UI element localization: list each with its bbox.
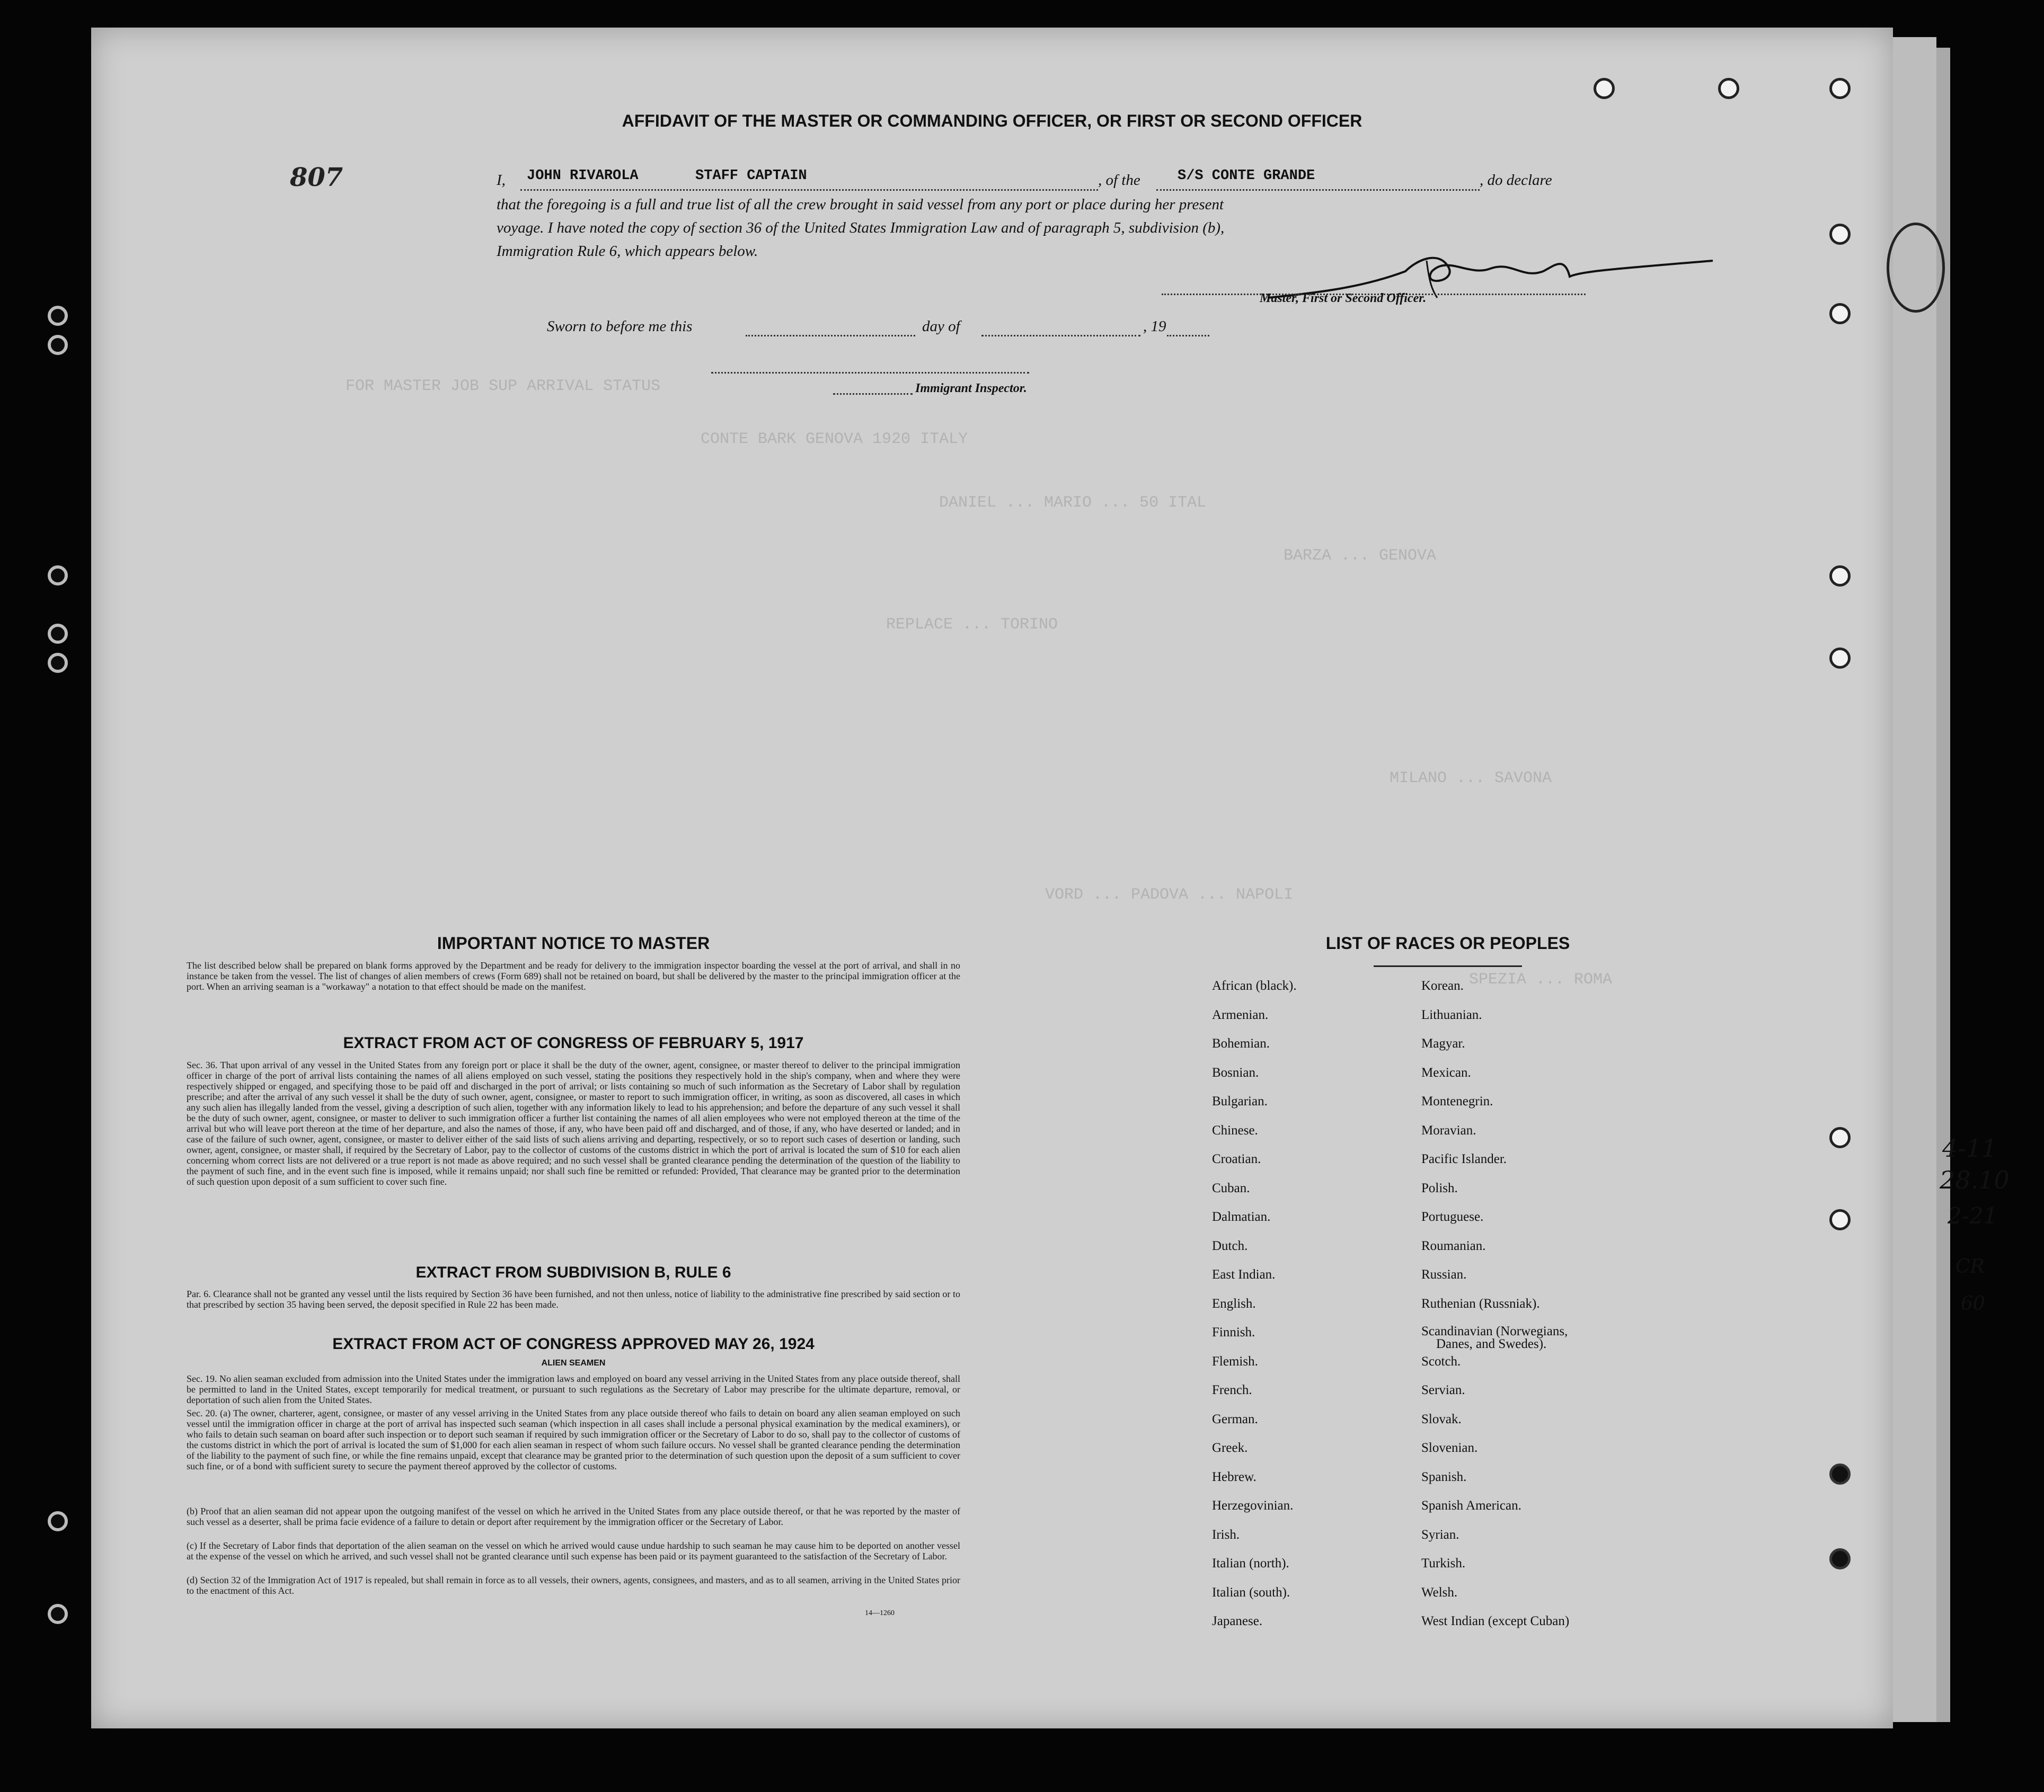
race-item: Mexican. — [1421, 1065, 1471, 1080]
officer-rank: STAFF CAPTAIN — [695, 168, 807, 184]
affidavit-line-2: that the foregoing is a full and true list of all the crew brought in said vessel from any port or place during her present — [497, 196, 1224, 213]
extract-1924-sec20c: (c) If the Secretary of Labor finds that deportation of the alien seaman on the vessel on which he arrived would cause undue hardship to such seaman he may cause him to be deported on another vessel at the expense of the vessel on which he arrived, and such vessel shall not be granted clearance until such expense has been paid or its payment guaranteed to the satisfaction of the Secretary of Labor. — [187, 1540, 960, 1562]
sworn-day-line — [746, 335, 915, 336]
inspector-signature-line — [711, 372, 1029, 374]
binding-hole-icon — [48, 624, 68, 644]
races-column-2 — [1421, 979, 1569, 1643]
race-item: English. — [1212, 1296, 1256, 1311]
binding-hole-icon — [48, 335, 68, 355]
extract-1924-sec20d: (d) Section 32 of the Immigration Act of 1917 is repealed, but shall remain in force as to all vessels, their owners, agents, consignees, and masters, and as to all seamen, arriving in the United States prior to the enactment of this Act. — [187, 1575, 960, 1596]
punch-hole-icon — [1594, 78, 1615, 99]
race-item: Dutch. — [1212, 1238, 1248, 1253]
race-item: Turkish. — [1421, 1556, 1466, 1571]
race-item: Bulgarian. — [1212, 1094, 1268, 1108]
notice-title: IMPORTANT NOTICE TO MASTER — [437, 934, 710, 953]
race-item: African (black). — [1212, 979, 1297, 993]
race-item: French. — [1212, 1383, 1252, 1397]
sworn-label: Sworn to before me this — [547, 318, 693, 335]
race-item: Irish. — [1212, 1527, 1240, 1542]
race-item: Russian. — [1421, 1267, 1467, 1282]
race-item: West Indian (except Cuban) — [1421, 1614, 1570, 1628]
punch-hole-icon — [1829, 1127, 1851, 1148]
race-item: Lithuanian. — [1421, 1007, 1482, 1022]
affidavit-line-3: voyage. I have noted the copy of section 36 of the United States Immigration Law and of paragraph 5, subdivision (b), — [497, 219, 1225, 236]
race-item: Slovak. — [1421, 1412, 1462, 1426]
race-item: Polish. — [1421, 1181, 1458, 1195]
race-item: Italian (south). — [1212, 1585, 1290, 1600]
punch-hole-icon — [1718, 78, 1739, 99]
race-item: Pacific Islander. — [1421, 1152, 1507, 1166]
race-item: Montenegrin. — [1421, 1094, 1493, 1108]
punch-hole-icon — [1829, 1209, 1851, 1230]
punch-hole-icon — [1829, 647, 1851, 669]
extract-rule6-text: Par. 6. Clearance shall not be granted any vessel until the lists required by Section 36 have been furnished, and not then unless, notice of liability to the administrative fine prescribed by said section or to that prescribed by section 35 having been served, the deposit specified in Rule 22 has been made. — [187, 1289, 960, 1310]
race-item: Ruthenian (Russniak). — [1421, 1296, 1540, 1311]
punch-hole-icon — [1829, 78, 1851, 99]
race-item: Japanese. — [1212, 1614, 1263, 1628]
race-item: Hebrew. — [1212, 1469, 1257, 1484]
race-item: Armenian. — [1212, 1007, 1269, 1022]
inspector-caption: Immigrant Inspector. — [915, 382, 1027, 395]
races-column-1 — [1212, 979, 1297, 1643]
races-title-rule — [1374, 965, 1522, 967]
race-item: Moravian. — [1421, 1123, 1476, 1138]
extract-1924-sec20a: Sec. 20. (a) The owner, charterer, agent, consignee, or master of any vessel arriving in the United States from any place outside thereof who fails to detain on board any alien seaman employed on such vessel until the immigration officer in charge at the port of arrival has inspected such seaman (which inspection in all cases shall include a personal physical examination by the medical examiners), or who fails to detain such seaman on board after such inspection or to deport such seaman if required by such immigration officer or the Secretary of Labor to do so, shall pay to the collector of customs of the customs district in which the port of arrival is located the sum of $1,000 for each alien seaman in respect of whom such failure occurs. No vessel shall be granted clearance pending the determination of the liability to the payment of such fine, or while the fine remains unpaid, except that clearance may be granted prior to the determination of such question upon the deposit of a sum sufficient to cover such fine, or of a bond with sufficient surety to secure the payment thereof approved by the collector of customs. — [187, 1408, 960, 1471]
year-label: , 19 — [1143, 318, 1166, 335]
race-item: Servian. — [1421, 1383, 1465, 1397]
race-item: Herzegovinian. — [1212, 1498, 1294, 1513]
binding-hole-icon — [48, 653, 68, 673]
inspector-line — [833, 393, 913, 395]
sworn-year-line — [1167, 335, 1209, 336]
race-item: Dalmatian. — [1212, 1210, 1271, 1224]
race-item: Italian (north). — [1212, 1556, 1289, 1571]
vessel-line — [1156, 189, 1480, 191]
race-item: Greek. — [1212, 1441, 1248, 1455]
race-item: Cuban. — [1212, 1181, 1250, 1195]
affidavit-line-4: Immigration Rule 6, which appears below. — [497, 243, 758, 260]
race-item: Portuguese. — [1421, 1210, 1484, 1224]
race-item: Syrian. — [1421, 1527, 1459, 1542]
margin-note-5: 60 — [1961, 1293, 1985, 1315]
binding-hole-icon — [48, 565, 68, 585]
race-item: Slovenian. — [1421, 1441, 1478, 1455]
manifest-page: FOR MASTER JOB SUP ARRIVAL STATUS CONTE BARK GENOVA 1920 ITALY DANIEL ... MARIO ... 50 ITAL BARZA ... GENOVA REPLACE ... TORINO MILANO ... SAVONA VORD ... PADOVA ... NAPOLI SPEZIA ... ROMA 807 AFFIDAVIT OF THE MASTER OR COMMANDING OFFICER, OR FIRST OR SECOND OFFICER I, JOHN RIVAROLA STAFF CAPTAIN , of the S/S CONTE GRANDE , do declare that the foregoing is a full and true list of all the crew brought in said vessel from any port or place during her present voyage. I have noted the copy of section 36 of the United States Immigration Law and of paragraph 5, subdivision (b), Immigration Rule 6, which appears below. Master, First or Second Officer. Sworn to before me this day of , 19 Immigrant Inspector. IMPORTANT NOTICE TO MASTER The list described below shall be prepared on blank forms approved by the Department and be ready for delivery to the immigration inspector boarding the vessel at the port of arrival, and shall in no instance be taken from the vessel. The list of changes of alien members of crews (Form 689) shall not be retained on board, but shall be delivered by the master to the principal immigration officer at the port. When an arriving seaman is a "workaway" a notation to that effect should be made on the manifest. EXTRACT FROM ACT OF CONGRESS OF FEBRUARY 5, 1917 Sec. 36. That upon arrival of any vessel in the United States from any foreign port or place it shall be the duty of the owner, agent, consignee, or master thereof to deliver to the principal immigration officer in charge of the port of arrival lists containing the names of all aliens employed on such vessel, stating the positions they respectively hold in the ship's company, when and where they were respectively shipped or engaged, and specifying those to be paid off and discharged in the port of arrival; or lists containing so much of such information as the Secretary of Labor shall by regulation prescribe; and after the arrival of any such vessel it shall be the duty of such owner, agent, consignee, or master to report to such immigration officer, in writing, as soon as discovered, all cases in which any such alien has illegally landed from the vessel, giving a description of such alien, together with any information likely to lead to his apprehension; and before the departure of any such vessel it shall be the duty of such owner, agent, consignee, or master to deliver to such immigration officer a further list containing the names of all alien employees who were not employed thereon at the time of the arrival but who will leave port thereon at the time of her departure, and also the names of those, if any, who have been paid off and discharged, and of those, if any, who have deserted or landed; and in case of the failure of such owner, agent, consignee, or master to deliver either of the said lists of such aliens arriving and departing, respectively, or so to report such cases of desertion or landing, such owner, agent, consignee, or master shall, if required by the Secretary of Labor, pay to the collector of customs of the customs district in which the port of arrival is located the sum of $10 for each alien concerning whom correct lists are not delivered or a true report is not made as above required; and no such vessel shall be granted clearance pending the determination of the question of the liability to the payment of such fine, and in the event such fine is imposed, while it remains unpaid; nor shall such fine be remitted or refunded: Provided, That clearance may be granted prior to the determination of such question upon deposit of a sum sufficient to cover such fine. EXTRACT FROM SUBDIVISION B, RULE 6 Par. 6. Clearance shall not be granted any vessel until the lists required by Section 36 have been furnished, and not then unless, notice of liability to the administrative fine prescribed by said section or to that prescribed by section 35 having been served, the deposit specified in Rule 22 has been made. EXTRACT FROM ACT OF CONGRESS APPROVED MAY 26, 1924 ALIEN SEAMEN Sec. 19. No alien seaman excluded from admission into the United States under the immigration laws and employed on board any vessel arriving in the United States from any place outside thereof, shall be permitted to land in the United States, except temporarily for medical treatment, or pursuant to such regulations as the Secretary of Labor may prescribe for the ultimate departure, removal, or deportation of such alien from the United States. Sec. 20. (a) The owner, charterer, agent, consignee, or master of any vessel arriving in the United States from any place outside thereof who fails to detain on board any alien seaman employed on such vessel until the immigration officer in charge at the port of arrival has inspected such seaman (which inspection in all cases shall include a personal physical examination by the medical examiners), or who fails to detain such seaman on board after such inspection or to deport such seaman if required by such immigration officer or the Secretary of Labor to do so, shall pay to the collector of customs of the customs district in which the port of arrival is located the sum of $1,000 for each alien seaman in respect of whom such failure occurs. No vessel shall be granted clearance pending the determination of the liability to the payment of such fine, or while the fine remains unpaid, except that clearance may be granted prior to the determination of such question upon the deposit of a sum sufficient to cover such fine, or of a bond with sufficient surety to secure the payment thereof approved by the collector of customs. (b) Proof that an alien seaman did not appear upon the outgoing manifest of the vessel on which he arrived in the United States from any place outside thereof, or that he was reported by the master of such vessel as a deserter, shall be prima facie evidence of a failure to detain or deport after requirement by the immigration officer or the Secretary of Labor. (c) If the Secretary of Labor finds that deportation of the alien seaman on the vessel on which he arrived would cause undue hardship to such seaman he may cause him to be deported on another vessel at the expense of the vessel on which he arrived, and such vessel shall not be granted clearance until such expense has been paid or its payment guaranteed to the satisfaction of the Secretary of Labor. (d) Section 32 of the Immigration Act of 1917 is repealed, but shall remain in force as to all vessels, their owners, agents, consignees, and masters, and as to all seamen, arriving in the United States prior to the enactment of this Act. 14—1260 LIST OF RACES OR PEOPLES African (black). Armenian. Bohemian. Bosnian. Bulgarian. Chinese. Croatian. Cuban. Dalmatian. Dutch. East Indian. English. Finnish. Flemish. French. German. Greek. Hebrew. Herzegovinian. Irish. Italian (north). Italian (south). Japanese. Korean. Lithuanian. Magyar. Mexican. Montenegrin. Moravian. Pacific Islander. Polish. Portuguese. Roumanian. Russian. Ruthenian (Russniak). Scandinavian (Norwegians, Danes, and Swedes). Scotch. Servian. Slovak. Slovenian. Spanish. Spanish American. Syrian. Turkish. Welsh. West Indian (except Cuban) — [91, 28, 1893, 1728]
race-item-scandinavian — [1421, 1325, 1569, 1354]
race-item: East Indian. — [1212, 1267, 1276, 1282]
extract-1924-sec20b: (b) Proof that an alien seaman did not appear upon the outgoing manifest of the vessel on which he arrived in the United States from any place outside thereof, or that he was reported by the master of such vessel as a deserter, shall be prima facie evidence of a failure to detain or deport after requirement by the immigration officer or the Secretary of Labor. — [187, 1506, 960, 1527]
races-title: LIST OF RACES OR PEOPLES — [1325, 934, 1570, 953]
margin-note-1: 4-11 — [1942, 1134, 1997, 1163]
race-item: Croatian. — [1212, 1152, 1261, 1166]
race-item: Bohemian. — [1212, 1036, 1270, 1051]
officer-name: JOHN RIVAROLA — [527, 168, 639, 184]
round-stamp-icon — [1887, 223, 1945, 313]
extract-1924-title: EXTRACT FROM ACT OF CONGRESS APPROVED MAY 26, 1924 — [332, 1335, 815, 1353]
binding-hole-icon — [48, 306, 68, 326]
margin-note-3: 2-21 — [1948, 1203, 1998, 1229]
binding-hole-icon — [48, 1511, 68, 1531]
do-declare-label: , do declare — [1480, 172, 1552, 189]
extract-1917-text: Sec. 36. That upon arrival of any vessel in the United States from any foreign port or place it shall be the duty of the owner, agent, consignee, or master thereof to deliver to the principal immigration officer in charge of the port of arrival lists containing the names of all aliens employed on such vessel, stating the positions they respectively hold in the ship's company, when and where they were respectively shipped or engaged, and specifying those to be paid off and discharged in the port of arrival; or lists containing so much of such information as the Secretary of Labor shall by regulation prescribe; and after the arrival of any such vessel it shall be the duty of such owner, agent, consignee, or master to report to such immigration officer, in writing, as soon as discovered, all cases in which any such alien has illegally landed from the vessel, giving a description of such alien, together with any information likely to lead to his apprehension; and before the departure of any such vessel it shall be the duty of such owner, agent, consignee, or master to deliver to such immigration officer a further list containing the names of all alien employees who were not employed thereon at the time of the arrival but who will leave port thereon at the time of her departure, and also the names of those, if any, who have been paid off and discharged, and of those, if any, who have deserted or landed; and in case of the failure of such owner, agent, consignee, or master to deliver either of the said lists of such aliens arriving and departing, respectively, or so to report such cases of desertion or landing, such owner, agent, consignee, or master shall, if required by the Secretary of Labor, pay to the collector of customs of the customs district in which the port of arrival is located the sum of $10 for each alien concerning whom correct lists are not delivered or a true report is not made as above required; and no such vessel shall be granted clearance pending the determination of the question of the liability to the payment of such fine, and in the event such fine is imposed, while it remains unpaid; nor shall such fine be remitted or refunded: Provided, That clearance may be granted prior to the determination of such question upon deposit of a sum sufficient to cover such fine. — [187, 1060, 960, 1187]
officer-name-line — [520, 189, 1098, 191]
race-item: Chinese. — [1212, 1123, 1258, 1138]
race-item: Magyar. — [1421, 1036, 1465, 1051]
race-item-continuation: Danes, and Swedes). — [1436, 1337, 1547, 1351]
race-item: Scotch. — [1421, 1354, 1461, 1369]
race-item: Spanish. — [1421, 1469, 1467, 1484]
punch-hole-icon — [1829, 1548, 1851, 1569]
margin-stamp-number: 807 — [290, 163, 343, 192]
race-item: Finnish. — [1212, 1325, 1255, 1339]
affidavit-pronoun: I, — [497, 172, 506, 189]
margin-note-4: CR — [1955, 1256, 1985, 1278]
signature-caption: Master, First or Second Officer. — [1260, 291, 1427, 305]
punch-hole-icon — [1829, 303, 1851, 324]
affidavit-title: AFFIDAVIT OF THE MASTER OR COMMANDING OFFICER, OR FIRST OR SECOND OFFICER — [622, 111, 1362, 130]
race-item: Spanish American. — [1421, 1498, 1521, 1513]
race-item: Welsh. — [1421, 1585, 1458, 1600]
extract-1924-sec19: Sec. 19. No alien seaman excluded from admission into the United States under the immigration laws and employed on board any vessel arriving in the United States from any place outside thereof, shall be permitted to land in the United States, except temporarily for medical treatment, or pursuant to such regulations as the Secretary of Labor may prescribe for the ultimate departure, removal, or deportation of such alien from the United States. — [187, 1373, 960, 1405]
form-number: 14—1260 — [865, 1609, 895, 1617]
punch-hole-icon — [1829, 224, 1851, 245]
sworn-month-line — [981, 335, 1140, 336]
race-item: Flemish. — [1212, 1354, 1258, 1369]
notice-text: The list described below shall be prepared on blank forms approved by the Department and be ready for delivery to the immigration inspector boarding the vessel at the port of arrival, and shall in no instance be taken from the vessel. The list of changes of alien members of crews (Form 689) shall not be retained on board, but shall be delivered by the master to the principal immigration officer at the port. When an arriving seaman is a "workaway" a notation to that effect should be made on the manifest. — [187, 960, 960, 992]
race-item: Scandinavian (Norwegians, — [1421, 1324, 1568, 1338]
binding-hole-icon — [48, 1604, 68, 1624]
extract-rule6-title: EXTRACT FROM SUBDIVISION B, RULE 6 — [415, 1264, 731, 1281]
day-of-label: day of — [922, 318, 960, 335]
alien-seamen-subtitle: ALIEN SEAMEN — [541, 1359, 606, 1368]
punch-hole-icon — [1829, 1463, 1851, 1485]
margin-note-2: 28.10 — [1940, 1166, 2010, 1194]
punch-hole-icon — [1829, 565, 1851, 587]
race-item: Roumanian. — [1421, 1238, 1486, 1253]
vessel-name: S/S CONTE GRANDE — [1178, 168, 1315, 184]
extract-1917-title: EXTRACT FROM ACT OF CONGRESS OF FEBRUARY 5, 1917 — [343, 1034, 804, 1052]
of-the-label: , of the — [1098, 172, 1140, 189]
race-item: German. — [1212, 1412, 1258, 1426]
race-item: Korean. — [1421, 979, 1464, 993]
race-item: Bosnian. — [1212, 1065, 1259, 1080]
